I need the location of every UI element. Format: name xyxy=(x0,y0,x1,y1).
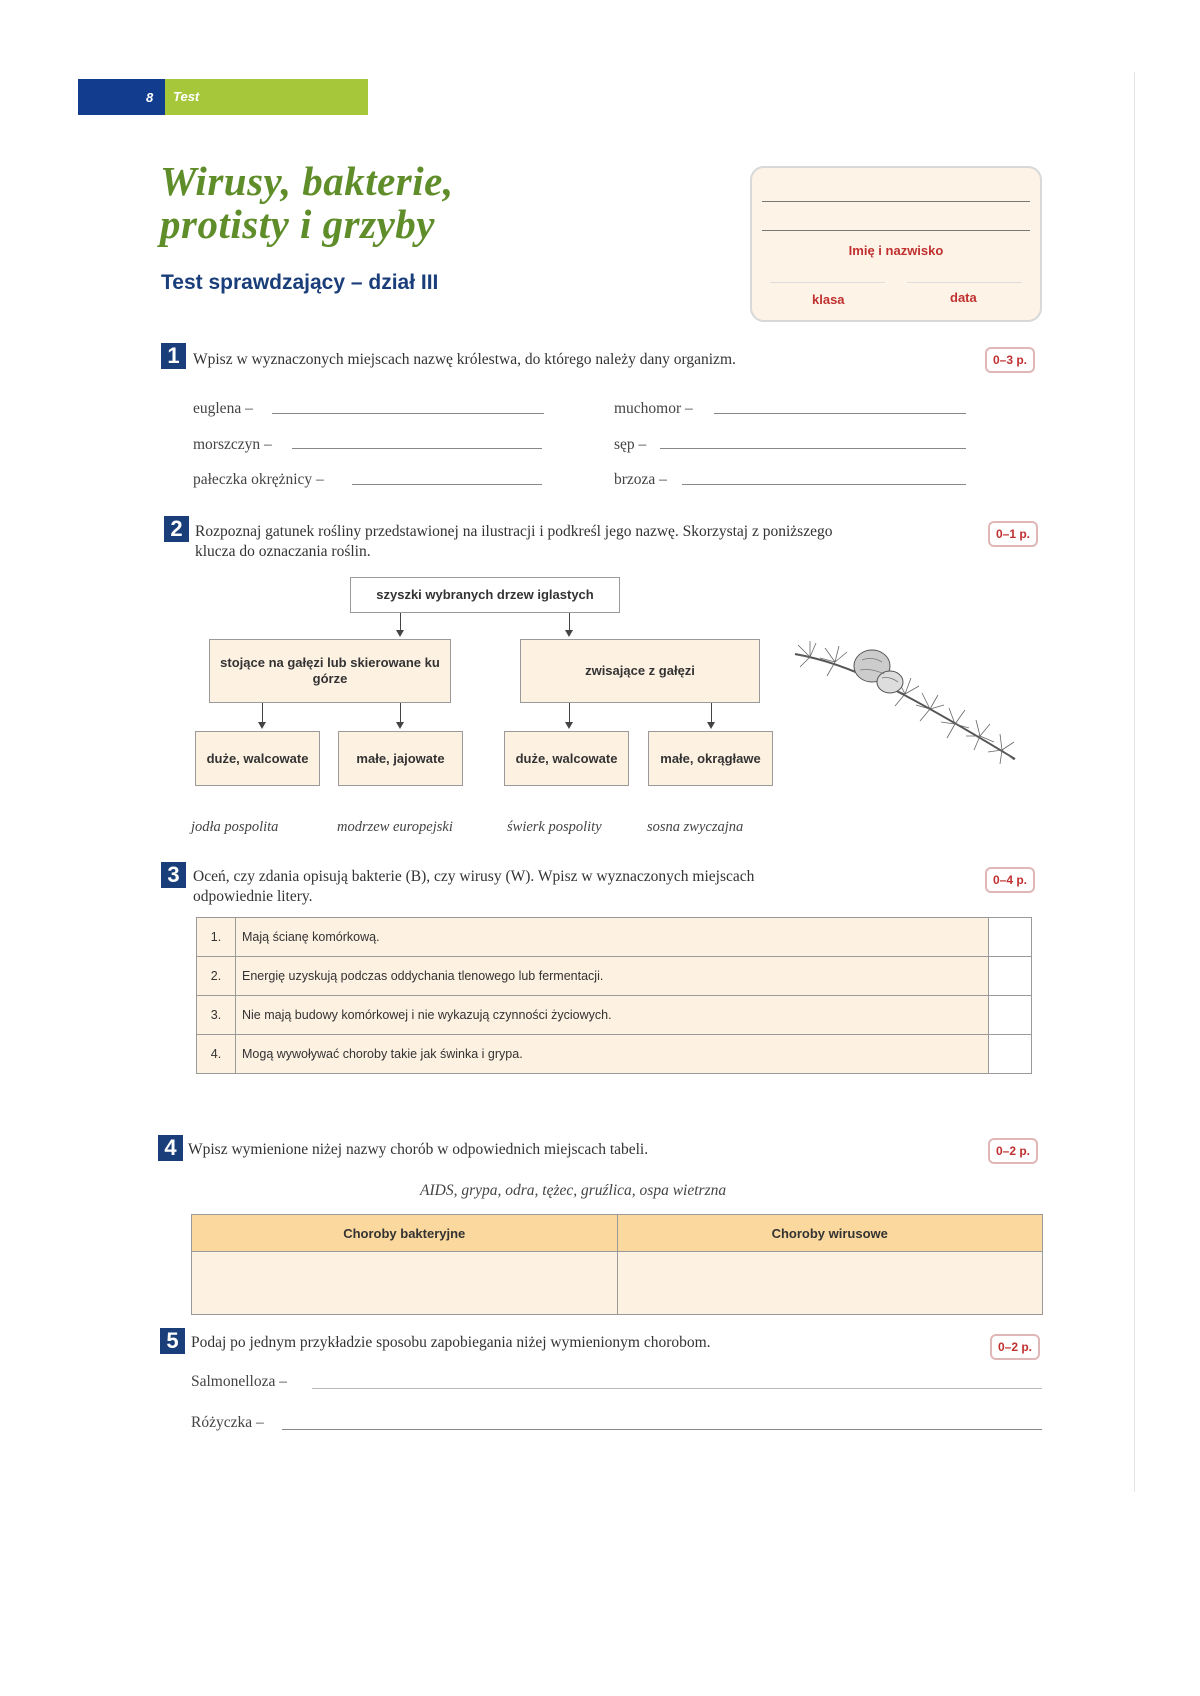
row-statement: Mogą wywoływać choroby takie jak świnka i grypa. xyxy=(236,1035,989,1074)
q1-answer-line-muchomor[interactable] xyxy=(714,413,966,414)
name-card xyxy=(750,166,1042,322)
q1-answer-line-morszczyn[interactable] xyxy=(292,448,542,449)
question-3-text xyxy=(193,867,893,907)
question-4-number: 4 xyxy=(158,1135,183,1161)
key-arrow xyxy=(711,703,712,724)
question-2-text xyxy=(195,522,955,562)
row-number: 4. xyxy=(197,1035,236,1074)
page-edge-rule xyxy=(1134,72,1135,1492)
page-number: 8 xyxy=(146,90,154,105)
key-arrow xyxy=(400,703,401,724)
page-subtitle: Test sprawdzający – dział III xyxy=(161,271,439,294)
title-line-2: protisty i grzyby xyxy=(160,201,435,247)
q1-label-paleczka: pałeczka okrężnicy – xyxy=(193,471,324,488)
row-statement: Nie mają budowy komórkowej i nie wykazują czynności życiowych. xyxy=(236,996,989,1035)
key-leaf-box: małe, okrągławe xyxy=(648,731,773,786)
title-line-1: Wirusy, bakterie, xyxy=(160,158,454,204)
date-line[interactable] xyxy=(907,282,1022,283)
q1-answer-line-sep[interactable] xyxy=(660,448,966,449)
q5-label-rozyczka: Różyczka – xyxy=(191,1414,264,1431)
key-left-box: stojące na gałęzi lub skierowane ku górze xyxy=(209,639,451,703)
question-4-points: 0–2 p. xyxy=(988,1138,1038,1164)
key-root-box: szyszki wybranych drzew iglastych xyxy=(350,577,620,613)
key-right-box: zwisające z gałęzi xyxy=(520,639,760,703)
row-statement: Mają ścianę komórkową. xyxy=(236,918,989,957)
question-5-points: 0–2 p. xyxy=(990,1334,1040,1360)
key-arrowhead xyxy=(396,722,404,729)
bacterial-answer-cell[interactable] xyxy=(192,1252,618,1315)
question-1-points: 0–3 p. xyxy=(985,347,1035,373)
table-row xyxy=(192,1252,1043,1315)
question-3-table xyxy=(196,917,1032,1074)
answer-cell[interactable] xyxy=(989,957,1032,996)
name-line-1[interactable] xyxy=(762,201,1030,202)
q5-label-salmonelloza: Salmonelloza – xyxy=(191,1373,287,1390)
question-3-text-line-1: Oceń, czy zdania opisują bakterie (B), czy wirusy (W). Wpisz w wyznaczonych miejscach xyxy=(193,868,755,885)
table-row xyxy=(197,1035,1032,1074)
question-2-points: 0–1 p. xyxy=(988,521,1038,547)
row-number: 3. xyxy=(197,996,236,1035)
q1-label-muchomor: muchomor – xyxy=(614,400,693,417)
key-arrowhead xyxy=(258,722,266,729)
class-label: klasa xyxy=(812,292,845,307)
question-2-number: 2 xyxy=(164,516,189,542)
q1-label-sep: sęp – xyxy=(614,436,647,453)
q1-answer-line-brzoza[interactable] xyxy=(682,484,966,485)
class-line[interactable] xyxy=(770,282,885,283)
key-leaf-box: duże, walcowate xyxy=(195,731,320,786)
header-viral: Choroby wirusowe xyxy=(617,1215,1043,1252)
key-arrowhead xyxy=(565,722,573,729)
row-number: 1. xyxy=(197,918,236,957)
table-row xyxy=(197,957,1032,996)
key-arrow xyxy=(262,703,263,724)
table-row xyxy=(197,918,1032,957)
question-5-number: 5 xyxy=(160,1328,185,1354)
key-arrowhead xyxy=(707,722,715,729)
q1-answer-line-paleczka[interactable] xyxy=(352,484,542,485)
name-line-2[interactable] xyxy=(762,230,1030,231)
q1-label-brzoza: brzoza – xyxy=(614,471,667,488)
answer-cell[interactable] xyxy=(989,918,1032,957)
table-header-row xyxy=(192,1215,1043,1252)
key-arrowhead xyxy=(396,630,404,637)
q5-answer-line-rozyczka[interactable] xyxy=(282,1429,1042,1430)
question-4-table xyxy=(191,1214,1043,1315)
question-4-text: Wpisz wymienione niżej nazwy chorób w odpowiednich miejscach tabeli. xyxy=(188,1141,649,1158)
table-row xyxy=(197,996,1032,1035)
viral-answer-cell[interactable] xyxy=(617,1252,1043,1315)
answer-cell[interactable] xyxy=(989,996,1032,1035)
question-5-text: Podaj po jednym przykładzie sposobu zapobiegania niżej wymienionym chorobom. xyxy=(191,1334,711,1351)
key-arrow xyxy=(569,703,570,724)
key-leaf-box: małe, jajowate xyxy=(338,731,463,786)
question-3-text-line-2: odpowiednie litery. xyxy=(193,888,313,905)
key-arrowhead xyxy=(565,630,573,637)
species-option[interactable]: jodła pospolita xyxy=(191,819,279,835)
species-option[interactable]: sosna zwyczajna xyxy=(647,819,744,835)
question-3-points: 0–4 p. xyxy=(985,867,1035,893)
name-label: Imię i nazwisko xyxy=(848,243,944,258)
species-option[interactable]: świerk pospolity xyxy=(507,819,602,835)
question-1-text: Wpisz w wyznaczonych miejscach nazwę królestwa, do którego należy dany organizm. xyxy=(193,351,736,368)
row-number: 2. xyxy=(197,957,236,996)
q1-answer-line-euglena[interactable] xyxy=(272,413,544,414)
disease-list: AIDS, grypa, odra, tężec, gruźlica, ospa wietrzna xyxy=(420,1182,727,1199)
page-title xyxy=(160,160,454,246)
q5-answer-line-salmonelloza[interactable] xyxy=(312,1388,1042,1389)
q1-label-morszczyn: morszczyn – xyxy=(193,436,272,453)
species-option[interactable]: modrzew europejski xyxy=(337,819,453,835)
row-statement: Energię uzyskują podczas oddychania tlenowego lub fermentacji. xyxy=(236,957,989,996)
q1-label-euglena: euglena – xyxy=(193,400,253,417)
question-2-text-line-1: Rozpoznaj gatunek rośliny przedstawionej na ilustracji i podkreśl jego nazwę. Skorzystaj z poniższego xyxy=(195,523,833,540)
question-1-number: 1 xyxy=(161,343,186,369)
key-leaf-box: duże, walcowate xyxy=(504,731,629,786)
header-bacterial: Choroby bakteryjne xyxy=(192,1215,618,1252)
section-label: Test xyxy=(173,89,200,104)
date-label: data xyxy=(950,290,977,305)
question-2-text-line-2: klucza do oznaczania roślin. xyxy=(195,543,371,560)
question-3-number: 3 xyxy=(161,862,186,888)
answer-cell[interactable] xyxy=(989,1035,1032,1074)
larch-branch-icon xyxy=(790,624,1025,769)
